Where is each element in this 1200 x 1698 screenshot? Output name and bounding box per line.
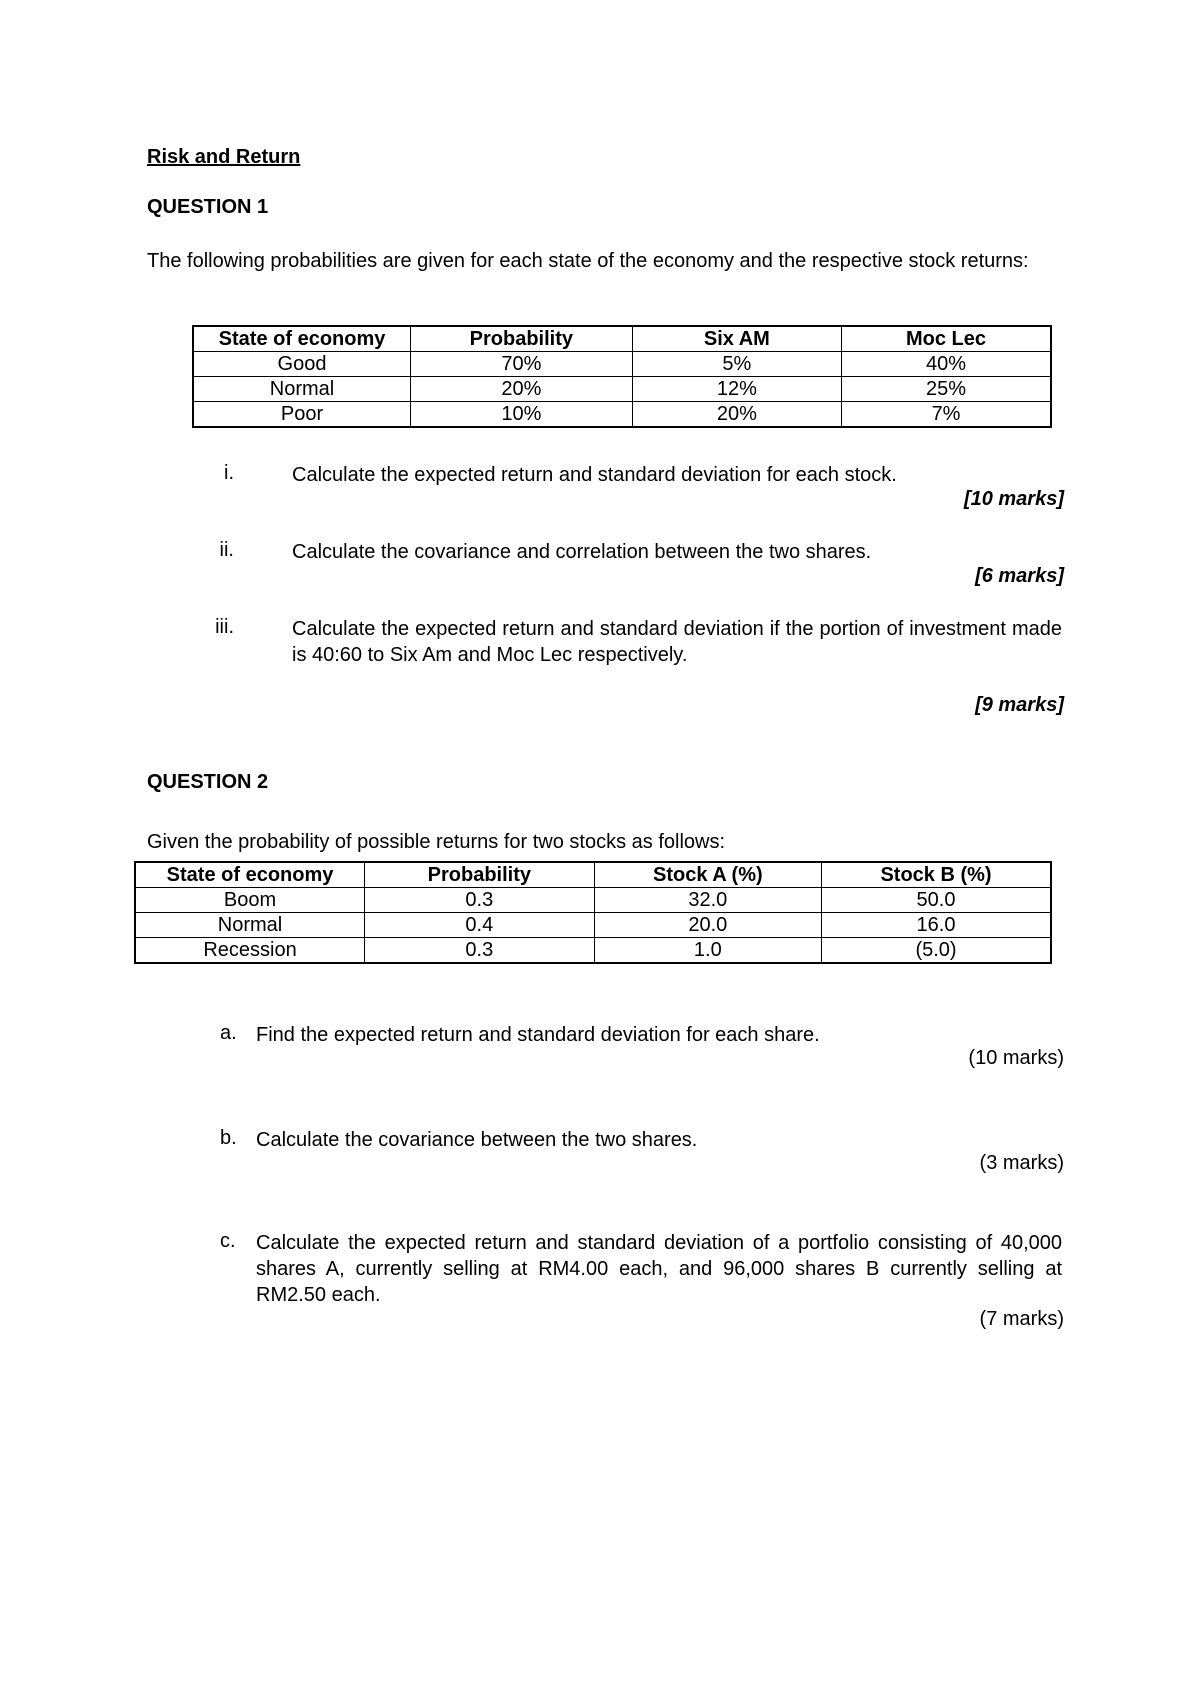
question-1-item-marks: [9 marks] — [975, 694, 1064, 716]
table-cell: 5% — [632, 352, 841, 377]
header-cell: Stock B (%) — [822, 862, 1051, 888]
question-2-item-letter: c. — [220, 1230, 236, 1252]
question-2-intro: Given the probability of possible returns for two stocks as follows: — [147, 831, 726, 853]
question-2-heading: QUESTION 2 — [147, 771, 269, 793]
table-row — [193, 377, 1051, 402]
question-2-item-marks: (10 marks) — [968, 1047, 1064, 1069]
header-cell: Probability — [365, 862, 595, 888]
table-cell: 20% — [632, 402, 841, 428]
header-cell: State of economy — [135, 862, 365, 888]
table-row — [135, 913, 1051, 938]
question-2-item-letter: a. — [220, 1022, 237, 1044]
header-cell: Probability — [411, 326, 633, 352]
header-cell: State of economy — [193, 326, 411, 352]
question-1-item-text: Calculate the expected return and standard deviation for each stock. — [292, 464, 897, 486]
table-cell: 7% — [842, 402, 1051, 428]
question-1-table — [192, 325, 1052, 428]
page-title: Risk and Return — [147, 146, 301, 168]
table-cell: Normal — [193, 377, 411, 402]
table-cell: 20.0 — [594, 913, 821, 938]
table-row — [135, 888, 1051, 913]
question-2-item-text: Calculate the covariance between the two shares. — [256, 1129, 698, 1151]
table-cell: 0.3 — [365, 938, 595, 964]
question-1-item-text: Calculate the expected return and standard deviation if the portion of investment made is 40:60 to Six Am and Moc Lec respectively. — [292, 618, 1062, 666]
header-cell: Moc Lec — [842, 326, 1051, 352]
table-cell: 0.4 — [365, 913, 595, 938]
header-cell: Six AM — [632, 326, 841, 352]
question-1-item-number: ii. — [219, 539, 234, 561]
table-cell: 40% — [842, 352, 1051, 377]
question-1-item-marks: [10 marks] — [963, 488, 1064, 510]
question-2-item-text: Calculate the expected return and standard deviation of a portfolio consisting of 40,000 shares A, currently selling at RM4.00 each, and 96,000 shares B currently selling at RM2.50 each. — [256, 1232, 1062, 1306]
table-cell: 50.0 — [822, 888, 1051, 913]
table-cell: 12% — [632, 377, 841, 402]
table-cell: 32.0 — [594, 888, 821, 913]
question-2-table — [134, 861, 1052, 964]
question-1-item-marks: [6 marks] — [975, 565, 1064, 587]
table-cell: 25% — [842, 377, 1051, 402]
table-cell: Recession — [135, 938, 365, 964]
table-cell: 16.0 — [822, 913, 1051, 938]
question-1-intro: The following probabilities are given for each state of the economy and the respective stock returns: — [147, 250, 1029, 272]
question-1-item-text: Calculate the covariance and correlation between the two shares. — [292, 541, 872, 563]
table-header-row — [135, 862, 1051, 888]
question-1-item-number: iii. — [215, 616, 234, 638]
table-cell: Poor — [193, 402, 411, 428]
table-row — [193, 402, 1051, 428]
table-cell: Good — [193, 352, 411, 377]
table-cell: 1.0 — [594, 938, 821, 964]
question-1-item-number: i. — [224, 462, 234, 484]
header-cell: Stock A (%) — [594, 862, 821, 888]
table-cell: 0.3 — [365, 888, 595, 913]
table-cell: Boom — [135, 888, 365, 913]
question-1-heading: QUESTION 1 — [147, 196, 269, 218]
question-2-item-marks: (3 marks) — [979, 1152, 1064, 1174]
table-header-row — [193, 326, 1051, 352]
question-2-item-letter: b. — [220, 1127, 237, 1149]
question-2-item-marks: (7 marks) — [979, 1308, 1064, 1330]
table-row — [193, 352, 1051, 377]
question-2-item-text: Find the expected return and standard deviation for each share. — [256, 1024, 820, 1046]
table-cell: 20% — [411, 377, 633, 402]
table-row — [135, 938, 1051, 964]
table-cell: 10% — [411, 402, 633, 428]
table-cell: 70% — [411, 352, 633, 377]
table-cell: (5.0) — [822, 938, 1051, 964]
table-cell: Normal — [135, 913, 365, 938]
